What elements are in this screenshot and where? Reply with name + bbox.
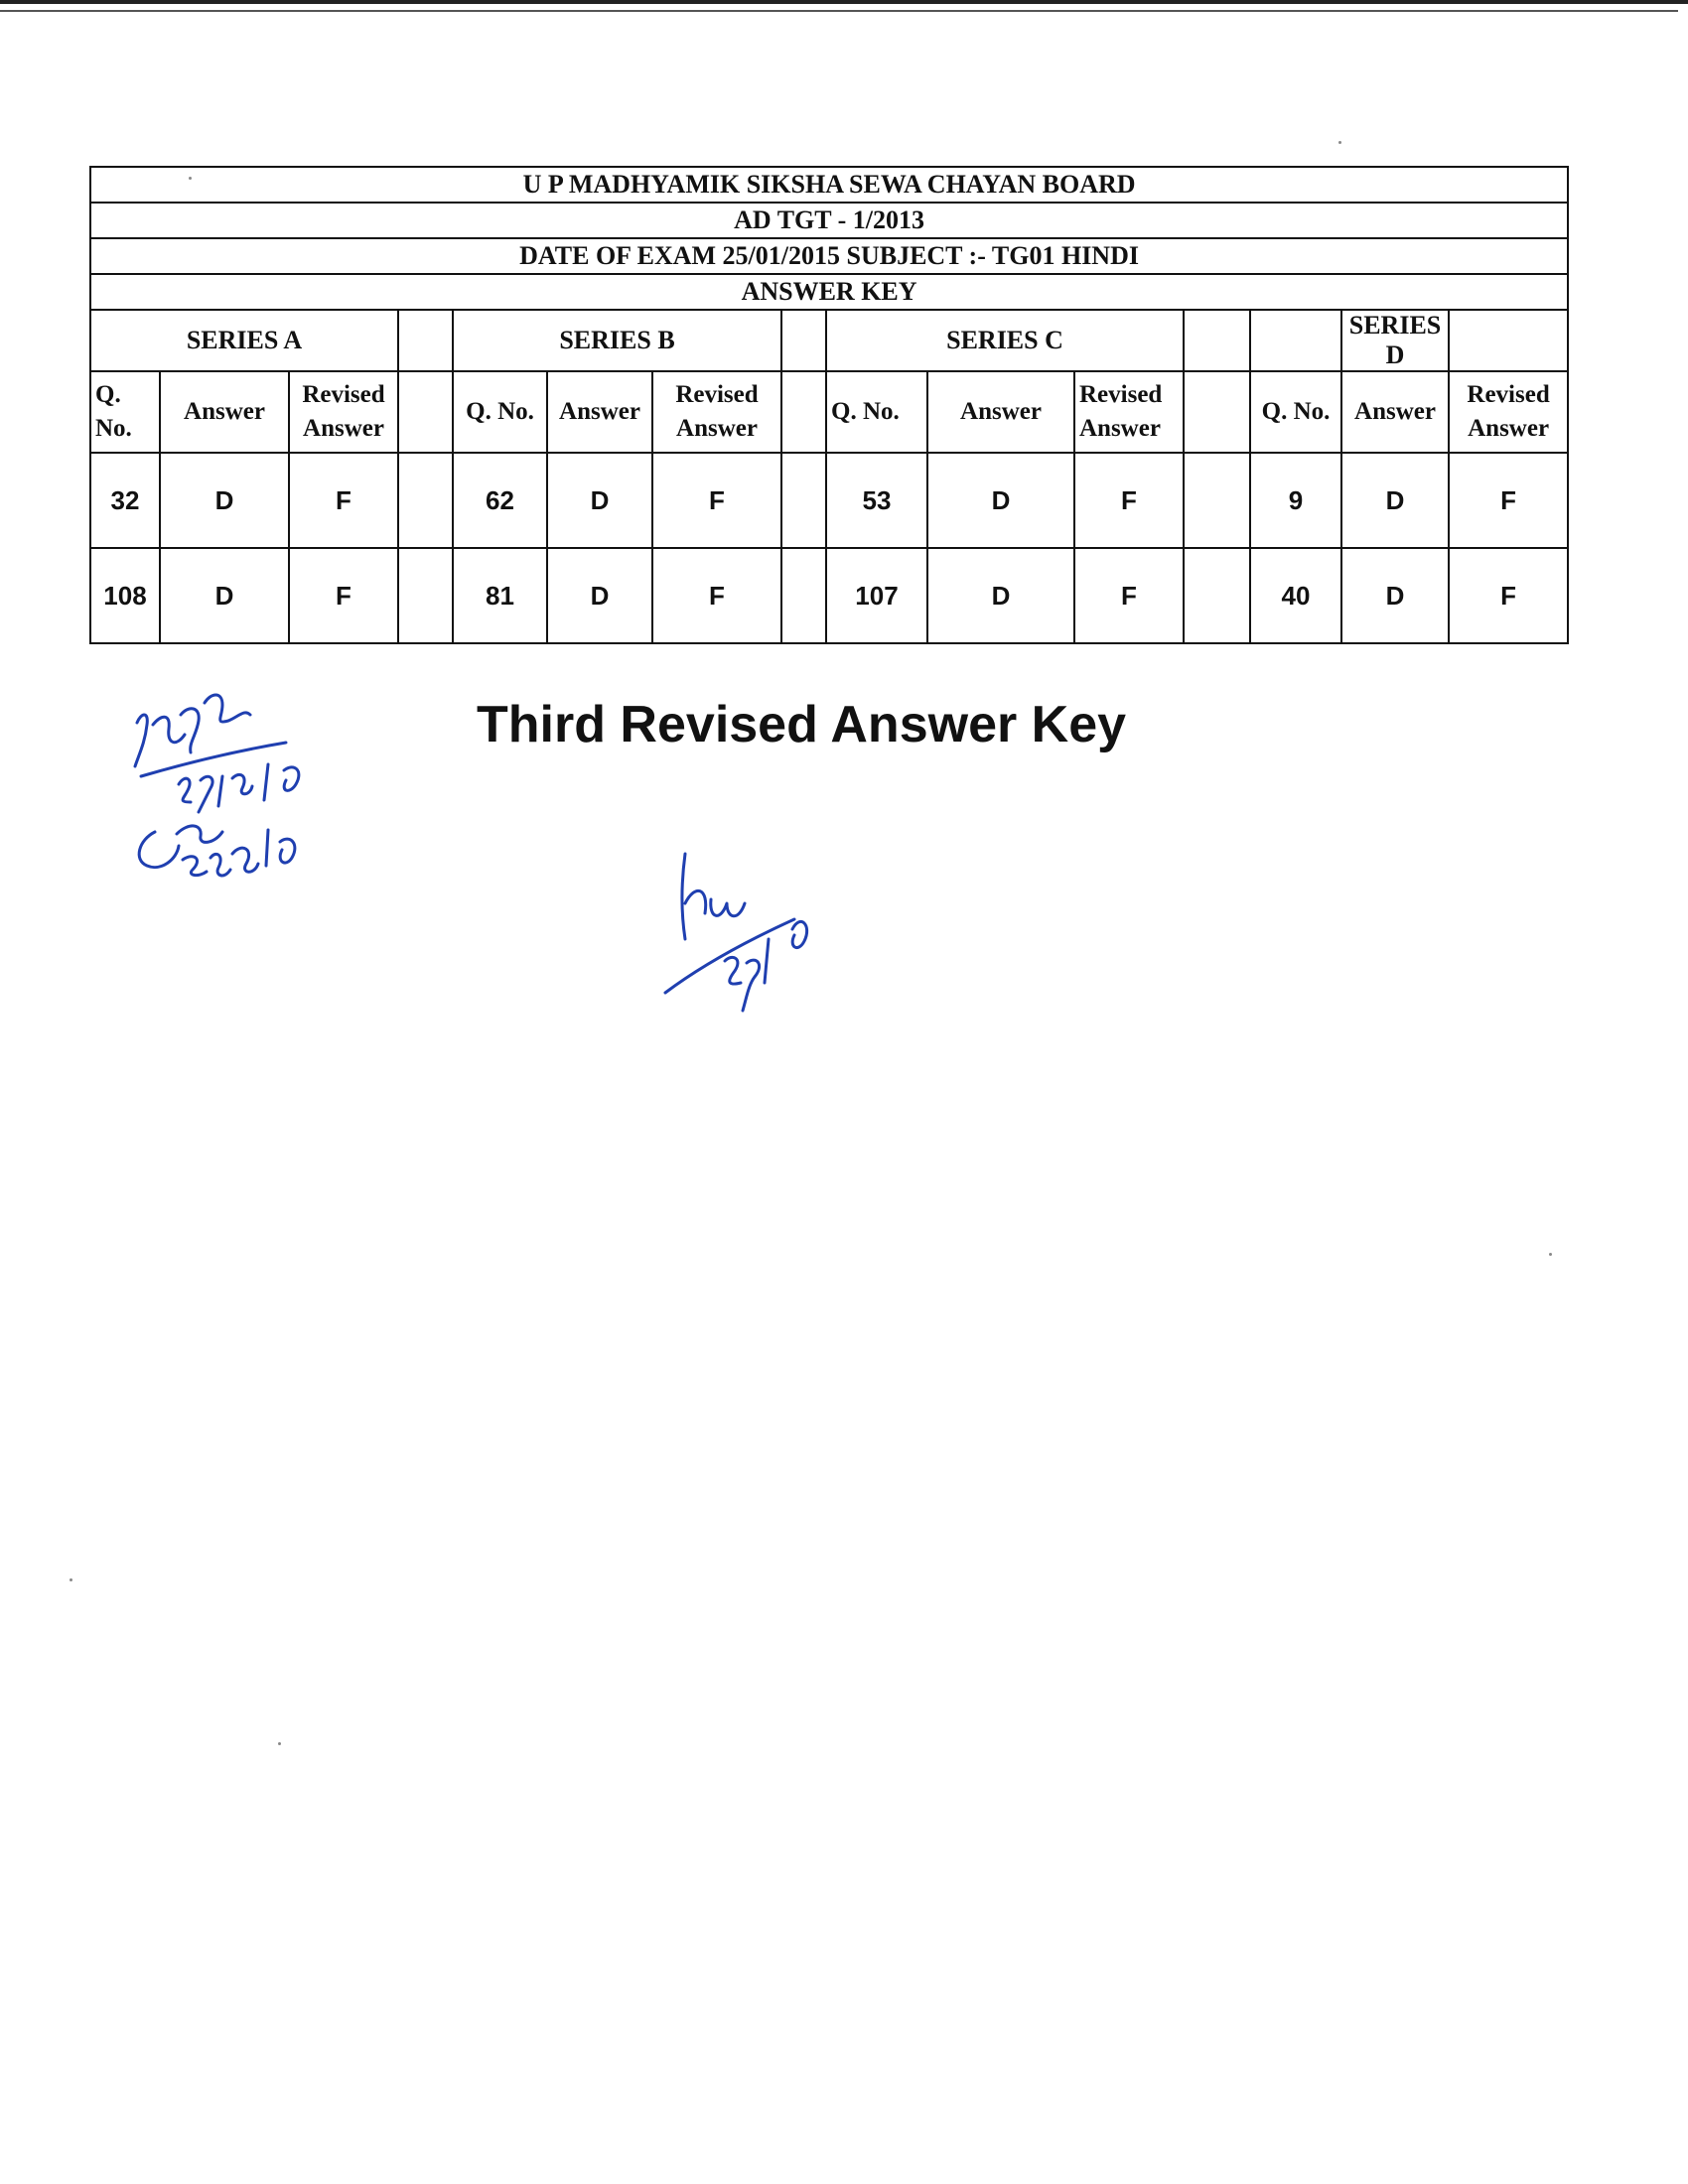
exam-date-subject: DATE OF EXAM 25/01/2015 SUBJECT :- TG01 HINDI [90,238,1568,274]
handwritten-signature [119,685,357,933]
scan-speck [1549,1253,1552,1256]
exam-row [90,203,1568,238]
answer-value: D [1341,548,1449,643]
question-number: 108 [90,548,160,643]
spacer-cell [398,548,453,643]
series-c-label: SERIES C [826,310,1184,371]
series-row [90,310,1568,371]
answer-value: D [547,453,652,548]
answer-header: Answer [1341,371,1449,453]
series-a-label: SERIES A [90,310,398,371]
exam-code: AD TGT - 1/2013 [90,203,1568,238]
board-name-row [90,167,1568,203]
answer-value: D [160,548,289,643]
revised-answer-value: F [652,453,781,548]
question-number: 81 [453,548,547,643]
revised-answer-header: Revised Answer [1449,371,1568,453]
handwritten-signature [655,844,834,1032]
table-row [90,453,1568,548]
spacer-cell [398,453,453,548]
answer-key-row [90,274,1568,310]
revised-answer-value: F [1074,548,1184,643]
table-row [90,548,1568,643]
spacer-cell [1184,310,1250,371]
answer-value: D [160,453,289,548]
revised-answer-header: Revised Answer [1074,371,1184,453]
spacer-cell [1184,548,1250,643]
revised-answer-value: F [289,453,398,548]
revised-answer-value: F [1074,453,1184,548]
answer-value: D [547,548,652,643]
date-subject-row [90,238,1568,274]
board-name: U P MADHYAMIK SIKSHA SEWA CHAYAN BOARD [90,167,1568,203]
question-number: 32 [90,453,160,548]
qno-header: Q. No. [826,371,927,453]
qno-header: Q. No. [90,371,160,453]
column-header-row [90,371,1568,453]
spacer-cell [398,310,453,371]
revised-answer-value: F [1449,548,1568,643]
answer-header: Answer [160,371,289,453]
answer-value: D [927,453,1074,548]
question-number: 53 [826,453,927,548]
scan-edge [0,10,1678,12]
scan-speck [278,1742,281,1745]
series-d-label: SERIES D [1341,310,1449,371]
answer-value: D [1341,453,1449,548]
series-b-label: SERIES B [453,310,781,371]
spacer-cell [1184,371,1250,453]
question-number: 107 [826,548,927,643]
question-number: 9 [1250,453,1341,548]
spacer-cell [781,453,826,548]
answer-value: D [927,548,1074,643]
qno-header: Q. No. [453,371,547,453]
answer-header: Answer [927,371,1074,453]
spacer-cell [398,371,453,453]
question-number: 62 [453,453,547,548]
scan-speck [70,1578,72,1581]
spacer-cell [1184,453,1250,548]
answer-header: Answer [547,371,652,453]
spacer-cell [1250,310,1341,371]
spacer-cell [781,371,826,453]
revised-answer-value: F [289,548,398,643]
qno-header: Q. No. [1250,371,1341,453]
revised-answer-value: F [652,548,781,643]
scan-edge [0,0,1688,4]
revised-answer-header: Revised Answer [652,371,781,453]
spacer-cell [781,310,826,371]
page-title: Third Revised Answer Key [477,696,1127,753]
revised-answer-header: Revised Answer [289,371,398,453]
spacer-cell [1449,310,1568,371]
scan-speck [1338,141,1341,144]
answer-key-label: ANSWER KEY [90,274,1568,310]
spacer-cell [781,548,826,643]
scan-speck [189,177,192,180]
question-number: 40 [1250,548,1341,643]
answer-key-table [89,166,1569,644]
revised-answer-value: F [1449,453,1568,548]
